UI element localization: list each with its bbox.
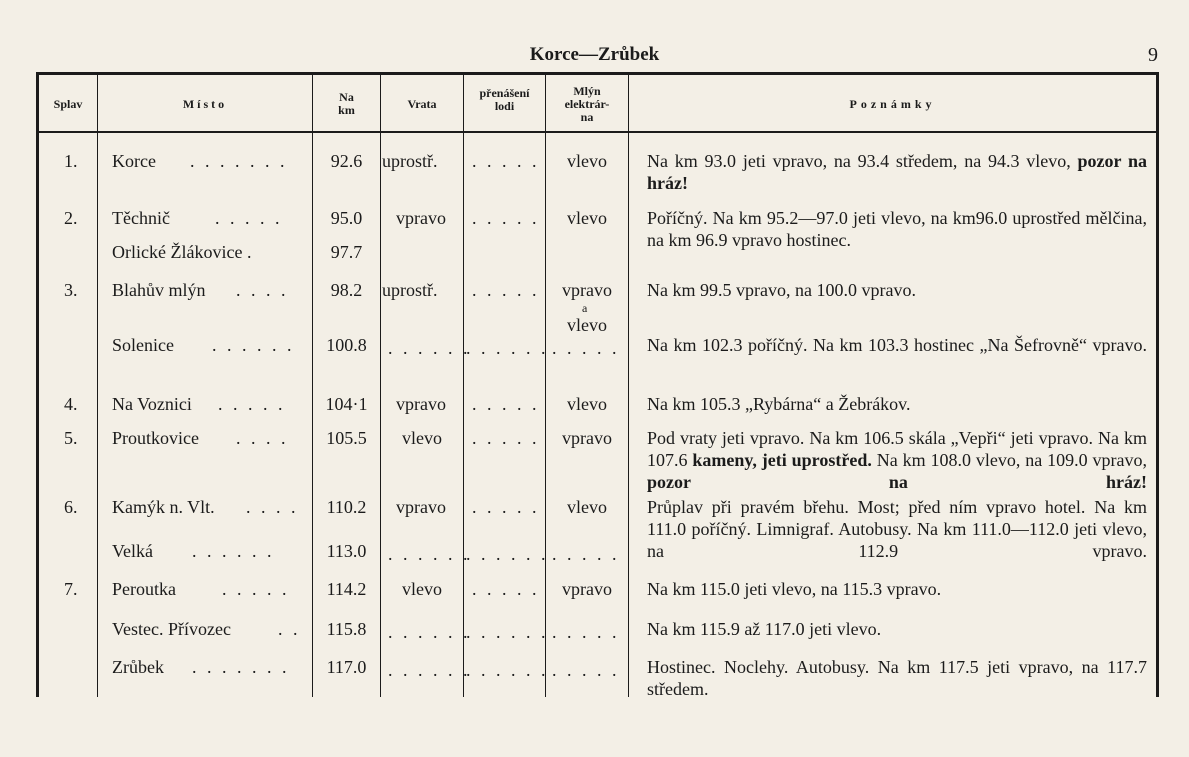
row2b-km: 97.7: [330, 242, 363, 262]
col-header-poznamky: [629, 78, 1156, 130]
row1-misto-dots: . . . . . . .: [190, 151, 288, 171]
col-divider-splav: [97, 75, 98, 697]
row2-note: Poříčný. Na km 95.2—97.0 jeti vlevo, na km96.0 uprostřed mělčina, na km 96.9 vpravo hostinec.: [647, 208, 1147, 250]
col-header-mlyn-line2: elektrár-: [564, 96, 610, 111]
row5-note: [647, 427, 1147, 493]
row6b-vrata-dots: . . . . . .: [388, 544, 471, 564]
table-left-border: [36, 72, 39, 697]
row6-prenaseni-dots: . . . . .: [472, 497, 540, 517]
row6b-mlyn-dots: . . . . .: [552, 544, 620, 564]
page-number: 9: [1148, 44, 1158, 66]
row3-prenaseni-dots: . . . . .: [472, 280, 540, 300]
col-header-poznamky-text: Poznámky: [849, 96, 936, 111]
row3-km: 98.2: [330, 280, 363, 300]
row1-note-text: Na km 93.0 jeti vpravo, na 93.4 středem, na 94.3 vlevo,: [647, 151, 1078, 171]
col-header-km-line2: km: [338, 103, 355, 117]
row2-vrata: vpravo: [396, 208, 446, 228]
row5-vrata: vlevo: [402, 428, 442, 448]
row3-vrata: uprostř.: [382, 280, 438, 300]
row7b-vrata-dots: . . . . . .: [388, 622, 471, 642]
row1-note: [647, 150, 1147, 194]
row5-note-warning-stones: kameny, jeti uprostřed.: [692, 450, 872, 470]
row7b-note: Na km 115.9 až 117.0 jeti vlevo.: [647, 619, 882, 639]
row7c-misto: Zrůbek: [112, 657, 164, 677]
row7-misto: Peroutka: [112, 579, 176, 599]
row3b-note: Na km 102.3 poříčný. Na km 103.3 hostinec „Na Šefrovně“ vpravo.: [647, 335, 1147, 355]
row1-prenaseni-dots: . . . . .: [472, 151, 540, 171]
row1-km: 92.6: [330, 151, 363, 171]
col-header-mlyn-line1: Mlýn: [573, 83, 601, 98]
row6-misto-dots: . . . .: [246, 497, 299, 517]
row4-vrata: vpravo: [396, 394, 446, 414]
row4-note: Na km 105.3 „Rybárna“ a Žebrákov.: [647, 394, 911, 414]
row2b-misto: Orlické Žlákovice .: [112, 242, 252, 262]
row3b-vrata-dots: . . . . . .: [388, 338, 471, 358]
row3b-prenaseni-dots: . . . . . .: [466, 338, 549, 358]
col-header-km: [313, 80, 380, 128]
row7c-note: Hostinec. Noclehy. Autobusy. Na km 117.5 jeti vpravo, na 117.7 středem.: [647, 657, 1147, 699]
row7c-km: 117.0: [326, 657, 367, 677]
row4-splav: 4.: [64, 394, 78, 414]
row7c-misto-dots: . . . . . . .: [192, 657, 290, 677]
col-header-km-line1: Na: [339, 90, 354, 104]
row2-misto-dots: . . . . .: [215, 208, 283, 228]
row7b-prenaseni-dots: . . . . . .: [466, 622, 549, 642]
row1-mlyn: vlevo: [567, 151, 607, 171]
row2-splav: 2.: [64, 208, 78, 228]
row4-mlyn: vlevo: [567, 394, 607, 414]
row6-mlyn: vlevo: [567, 497, 607, 517]
row3-mlyn-second: vlevo: [567, 315, 607, 335]
col-header-prenaseni: [464, 80, 545, 120]
row3-misto-dots: . . . .: [236, 280, 289, 300]
row2-prenaseni-dots: . . . . .: [472, 208, 540, 228]
row7-note: Na km 115.0 jeti vlevo, na 115.3 vpravo.: [647, 579, 942, 599]
row7b-km: 115.8: [326, 619, 367, 639]
row1-note-warning: pozor na hráz!: [647, 151, 1147, 193]
row5-note-text-2: Na km 108.0 vlevo, na 109.0 vpravo,: [871, 450, 1148, 470]
row2-mlyn: vlevo: [567, 208, 607, 228]
row3-note: Na km 99.5 vpravo, na 100.0 vpravo.: [647, 280, 916, 300]
col-header-mlyn: [546, 78, 628, 130]
col-header-vrata: [381, 78, 463, 130]
row6b-misto-dots: . . . . . .: [192, 541, 275, 561]
row3b-km: 100.8: [326, 335, 367, 355]
row5-misto: Proutkovice: [112, 428, 199, 448]
row4-misto: Na Voznici: [112, 394, 192, 414]
row2-misto: Těchnič: [112, 208, 170, 228]
row6-splav: 6.: [64, 497, 78, 517]
col-header-mlyn-line3: na: [580, 109, 594, 124]
row6-km: 110.2: [326, 497, 367, 517]
row7-km: 114.2: [326, 579, 367, 599]
row7-misto-dots: . . . . .: [222, 579, 290, 599]
row7c-mlyn-dots: . . . . .: [552, 660, 620, 680]
row6-note: Průplav při pravém břehu. Most; před ním vpravo hotel. Na km 111.0 poříčný. Limnigraf. Autobusy. Na km 111.0—112.0 jeti vlevo, na 112.9 vpravo.: [647, 497, 1147, 561]
col-divider-mlyn: [628, 75, 629, 697]
header-bottom-rule: [36, 131, 1158, 133]
row7-prenaseni-dots: . . . . .: [472, 579, 540, 599]
row3-mlyn: vpravo: [562, 280, 612, 300]
row5-km: 105.5: [326, 428, 367, 448]
row7c-prenaseni-dots: . . . . . .: [466, 660, 549, 680]
row4-km: 104·1: [325, 394, 368, 414]
row5-prenaseni-dots: . . . . .: [472, 428, 540, 448]
row5-mlyn: vpravo: [562, 428, 612, 448]
row3b-misto: Solenice: [112, 335, 174, 355]
row6b-misto: Velká: [112, 541, 153, 561]
row7b-mlyn-dots: . . . . .: [552, 622, 620, 642]
col-header-misto: [98, 78, 312, 130]
col-divider-km: [380, 75, 381, 697]
row6b-prenaseni-dots: . . . . . .: [466, 544, 549, 564]
page-title: Korce—Zrůbek: [529, 44, 660, 65]
col-header-splav-text: Splav: [53, 96, 83, 111]
row3-splav: 3.: [64, 280, 78, 300]
row1-misto: Korce: [112, 151, 156, 171]
col-header-splav: [39, 78, 97, 130]
col-header-vrata-text: Vrata: [407, 96, 437, 111]
row4-misto-dots: . . . . .: [218, 394, 286, 414]
row5-misto-dots: . . . .: [236, 428, 289, 448]
row5-splav: 5.: [64, 428, 78, 448]
table-top-rule: [36, 72, 1158, 75]
col-header-prenaseni-line1: přenášení: [479, 86, 530, 100]
row7-splav: 7.: [64, 579, 78, 599]
row5-note-warning-weir: pozor na hráz!: [647, 472, 1147, 492]
row6b-km: 113.0: [326, 541, 367, 561]
row7c-vrata-dots: . . . . . .: [388, 660, 471, 680]
col-divider-vrata: [463, 75, 464, 697]
row2-km: 95.0: [330, 208, 363, 228]
row6-misto: Kamýk n. Vlt.: [112, 497, 215, 517]
row3b-misto-dots: . . . . . .: [212, 335, 295, 355]
row7-vrata: vlevo: [402, 579, 442, 599]
col-header-prenaseni-line2: lodi: [494, 99, 515, 113]
row7-mlyn: vpravo: [562, 579, 612, 599]
row6-vrata: vpravo: [396, 497, 446, 517]
row3-mlyn-and: a: [582, 301, 588, 315]
row5-note-text: Pod vraty jeti vpravo. Na km 106.5 skála „Vepři“ jeti vpravo. Na km 107.6: [647, 428, 1147, 470]
table-right-border: [1156, 72, 1159, 697]
row4-prenaseni-dots: . . . . .: [472, 394, 540, 414]
col-header-misto-text: Místo: [182, 96, 228, 111]
row1-splav: 1.: [64, 151, 78, 171]
row3-misto: Blahův mlýn: [112, 280, 206, 300]
row3b-mlyn-dots: . . . . .: [552, 338, 620, 358]
row7b-misto: Vestec. Přívozec: [112, 619, 231, 639]
row1-vrata: uprostř.: [382, 151, 438, 171]
row7b-misto-dots: . .: [278, 619, 301, 639]
